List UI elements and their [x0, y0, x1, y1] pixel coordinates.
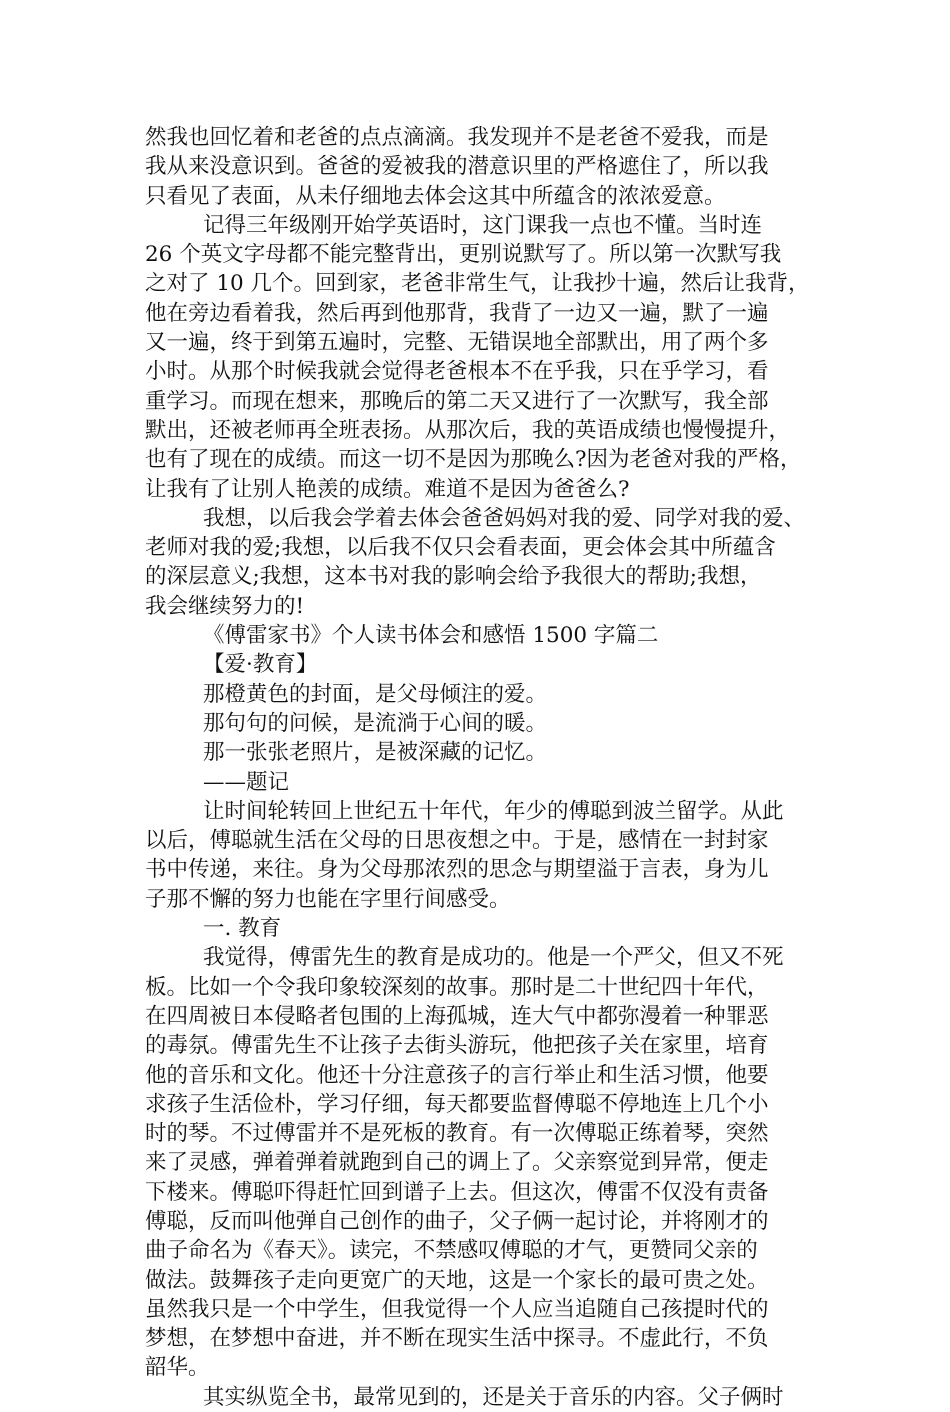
text-line: 也有了现在的成绩。而这一切不是因为那晚么?因为老爸对我的严格， [145, 447, 802, 473]
document-page [145, 123, 825, 1412]
text-line: 26 个英文字母都不能完整背出，更别说默写了。所以第一次默写我 [145, 242, 782, 268]
text-line: 让时间轮转回上世纪五十年代，年少的傅聪到波兰留学。从此 [203, 798, 784, 824]
text-line: 曲子命名为《春天》。读完，不禁感叹傅聪的才气，更赞同父亲的 [145, 1238, 758, 1264]
text-line: 我从来没意识到。爸爸的爱被我的潜意识里的严格遮住了，所以我 [145, 154, 769, 180]
text-line: 他在旁边看着我，然后再到他那背，我背了一边又一遍，默了一遍 [145, 300, 769, 326]
text-line: 下楼来。傅聪吓得赶忙回到谱子上去。但这次，傅雷不仅没有责备 [145, 1179, 769, 1205]
text-line: 的毒氛。傅雷先生不让孩子去街头游玩，他把孩子关在家里，培育 [145, 1033, 769, 1059]
text-line: 傅聪，反而叫他弹自己创作的曲子，父子俩一起讨论，并将刚才的 [145, 1208, 769, 1234]
text-line: 《傅雷家书》个人读书体会和感悟 1500 字篇二 [203, 623, 659, 649]
text-line: 书中传递，来往。身为父母那浓烈的思念与期望溢于言表，身为儿 [145, 857, 769, 883]
text-line: 重学习。而现在想来，那晚后的第二天又进行了一次默写，我全部 [145, 388, 769, 414]
text-line: 然我也回忆着和老爸的点点滴滴。我发现并不是老爸不爱我，而是 [145, 125, 769, 150]
text-line: 我会继续努力的! [145, 593, 305, 619]
text-line: 老师对我的爱;我想，以后我不仅只会看表面，更会体会其中所蕴含 [145, 535, 776, 561]
text-line: 小时。从那个时候我就会觉得老爸根本不在乎我，只在乎学习，看 [145, 359, 769, 385]
text-line: 之对了 10 几个。回到家，老爸非常生气，让我抄十遍，然后让我背， [145, 271, 810, 297]
text-line: 【爱·教育】 [203, 652, 318, 678]
text-line: 又一遍，终于到第五遍时，完整、无错误地全部默出，用了两个多 [145, 330, 769, 356]
text-line: 时的琴。不过傅雷并不是死板的教育。有一次傅聪正练着琴，突然 [145, 1121, 769, 1147]
text-line: 那一张张老照片，是被深藏的记忆。 [203, 740, 548, 766]
text-line: 来了灵感，弹着弹着就跑到自己的调上了。父亲察觉到异常，便走 [145, 1150, 769, 1176]
text-line: 求孩子生活俭朴，学习仔细，每天都要监督傅聪不停地连上几个小 [145, 1091, 769, 1117]
text-line: 梦想，在梦想中奋进，并不断在现实生活中探寻。不虚此行，不负 [145, 1326, 769, 1352]
text-line: 他的音乐和文化。他还十分注意孩子的言行举止和生活习惯，他要 [145, 1062, 769, 1088]
text-line: 一. 教育 [203, 916, 282, 942]
text-line: 做法。鼓舞孩子走向更宽广的天地，这是一个家长的最可贵之处。 [145, 1267, 769, 1293]
text-line: 记得三年级刚开始学英语时，这门课我一点也不懂。当时连 [203, 212, 763, 238]
text-line: ——题记 [203, 769, 290, 795]
text-line: 那橙黄色的封面，是父母倾注的爱。 [203, 681, 548, 707]
text-line: 我觉得，傅雷先生的教育是成功的。他是一个严父，但又不死 [203, 945, 784, 971]
text-line: 韶华。 [145, 1355, 210, 1381]
text-line: 让我有了让别人艳羡的成绩。难道不是因为爸爸么? [145, 476, 630, 502]
text-line: 只看见了表面，从未仔细地去体会这其中所蕴含的浓浓爱意。 [145, 183, 726, 209]
text-line: 虽然我只是一个中学生，但我觉得一个人应当追随自己孩提时代的 [145, 1296, 769, 1322]
text-line: 以后，傅聪就生活在父母的日思夜想之中。于是，感情在一封封家 [145, 828, 769, 854]
text-line: 的深层意义;我想，这本书对我的影响会给予我很大的帮助;我想， [145, 564, 762, 590]
text-line: 在四周被日本侵略者包围的上海孤城，连大气中都弥漫着一种罪恶 [145, 1003, 769, 1029]
text-line: 其实纵览全书，最常见到的，还是关于音乐的内容。父子俩时 [203, 1384, 784, 1410]
text-line: 子那不懈的努力也能在字里行间感受。 [145, 886, 511, 912]
text-line: 默出，还被老师再全班表扬。从那次后，我的英语成绩也慢慢提升， [145, 417, 791, 443]
text-line: 我想，以后我会学着去体会爸爸妈妈对我的爱、同学对我的爱、 [203, 505, 806, 531]
text-line: 板。比如一个令我印象较深刻的故事。那时是二十世纪四十年代， [145, 974, 769, 1000]
text-line: 那句句的问候，是流淌于心间的暖。 [203, 710, 548, 736]
